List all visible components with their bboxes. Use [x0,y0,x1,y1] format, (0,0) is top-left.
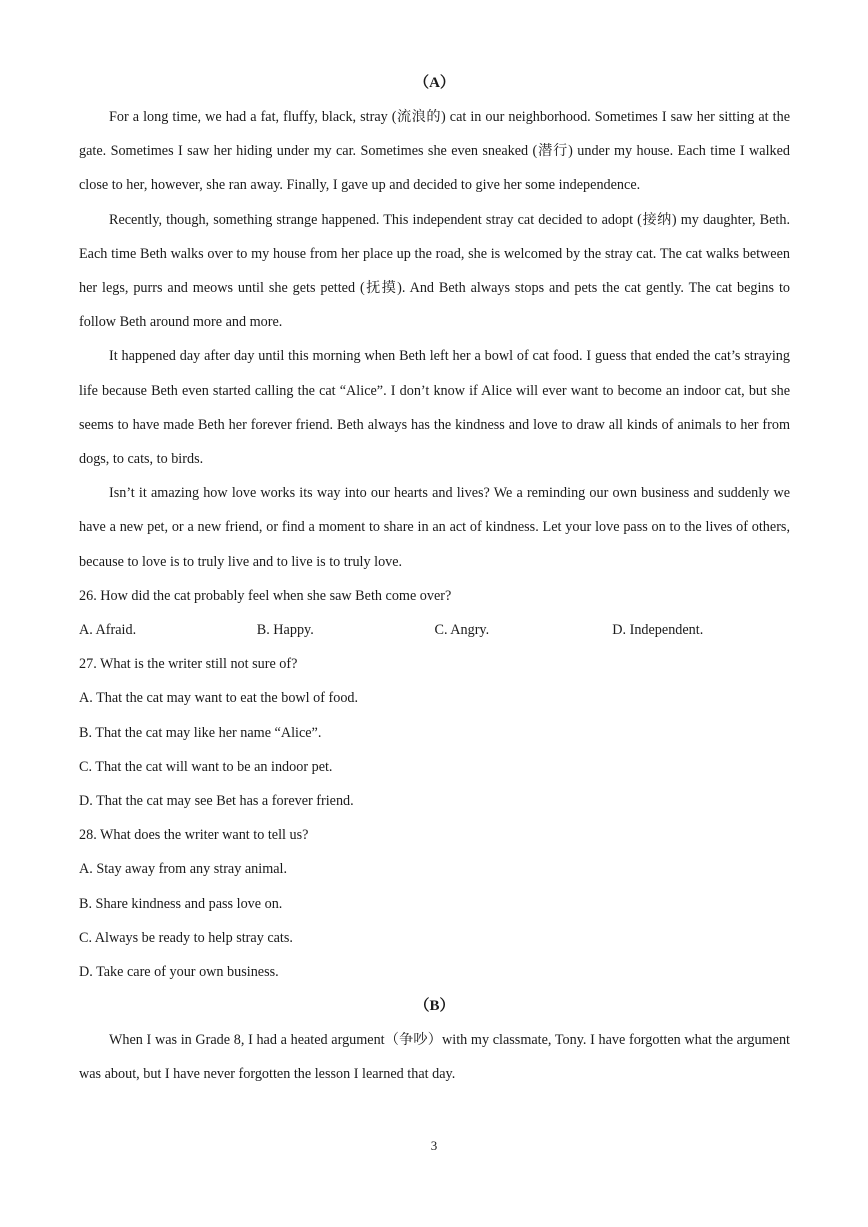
option-b: B. That the cat may like her name “Alice”. [79,724,322,741]
passage-paragraph: When I was in Grade 8, I had a heated argument（争吵）with my classmate, Tony. I have forgotten what the argument was about, but I have never forgotten the lesson I learned that day. [79,1032,790,1083]
passage-paragraph: It happened day after day until this morning when Beth left her a bowl of cat food. I guess that ended the cat’s straying life because Beth even started calling the cat “Alice”. I don’t know if Alice will ever want to become an indoor cat, but she seems to have made Beth her forever friend. Beth always has the kindness and love to draw all kinds of animals to her from dogs, to cats, to birds. [79,348,790,468]
option-b: B. Happy. [256,622,314,639]
question-stem: 26. How did the cat probably feel when she saw Beth come over? [79,587,452,604]
option-c: C. Angry. [434,622,490,639]
question-stem: 28. What does the writer want to tell us? [79,827,309,844]
question-27 [79,647,790,818]
section-b-title: （B） [414,998,455,1015]
option-c: C. Always be ready to help stray cats. [79,929,293,946]
option-d: D. Take care of your own business. [79,963,279,980]
document-page [79,66,790,1092]
page-number: 3 [430,1138,438,1153]
passage-paragraph: Recently, though, something strange happened. This independent stray cat decided to adopt (接纳) my daughter, Beth. Each time Beth walks over to my house from her place up the road, she is welcomed by the stray cat. The cat walks between her legs, purrs and meows until she gets petted (抚摸). And Beth always stops and pets the cat gently. The cat begins to follow Beth around more and more. [79,211,790,331]
passage-paragraph: For a long time, we had a fat, fluffy, black, stray (流浪的) cat in our neighborhood. Sometimes I saw her sitting at the gate. Sometimes I saw her hiding under my car. Sometimes she even sneaked (潜行) under my house. Each time I walked close to her, however, she ran away. Finally, I gave up and decided to give her some independence. [79,109,790,194]
option-d: D. Independent. [612,622,704,639]
question-options [79,613,790,647]
question-26 [79,579,790,647]
question-stem: 27. What is the writer still not sure of? [79,656,298,673]
option-c: C. That the cat will want to be an indoor pet. [79,758,333,775]
question-28 [79,818,790,989]
section-a-title: （A） [414,75,455,91]
option-a: A. That the cat may want to eat the bowl of food. [79,690,359,707]
option-a: A. Stay away from any stray animal. [79,861,288,878]
option-a: A. Afraid. [79,622,137,639]
passage-paragraph: Isn’t it amazing how love works its way into our hearts and lives? We a reminding our own business and suddenly we have a new pet, or a new friend, or find a moment to share in an act of kindness. Let your love pass on to the lives of others, because to love is to truly live and to live is to truly love. [79,485,790,570]
option-d: D. That the cat may see Bet has a forever friend. [79,792,354,809]
option-b: B. Share kindness and pass love on. [79,895,283,912]
